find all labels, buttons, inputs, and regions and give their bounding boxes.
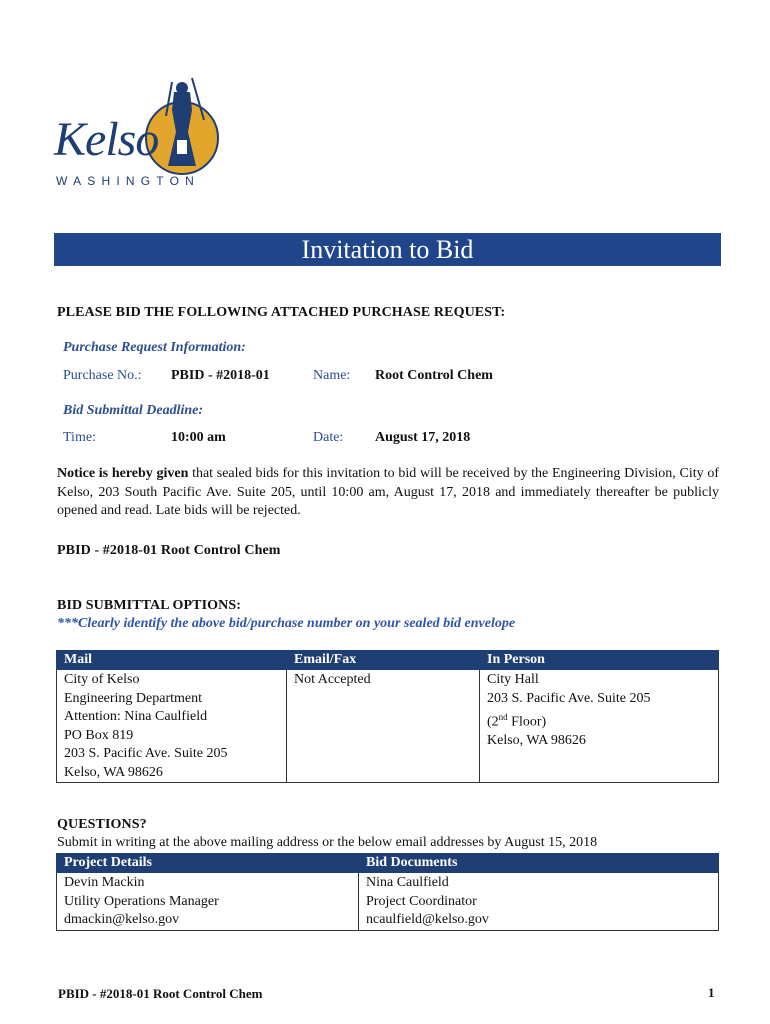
submittal-options-table — [56, 650, 719, 783]
col-email-fax: Email/Fax — [287, 651, 480, 670]
in-person-cell — [480, 670, 719, 783]
questions-text: Submit in writing at the above mailing address or the below email addresses by August 15, 2018 — [57, 835, 598, 850]
kelso-logo — [54, 70, 234, 195]
contact-email: dmackin@kelso.gov — [64, 912, 180, 927]
date-label: Date: — [313, 430, 344, 445]
purchase-no-value: PBID - #2018-01 — [171, 368, 270, 383]
contact-email: ncaulfield@kelso.gov — [366, 912, 489, 927]
floor-open: (2 — [487, 714, 499, 730]
mail-line: City of Kelso — [64, 672, 140, 687]
time-value: 10:00 am — [171, 430, 226, 445]
page-number: 1 — [708, 985, 715, 1000]
floor-sup: nd — [498, 712, 508, 722]
email-cell — [287, 670, 480, 783]
col-in-person: In Person — [480, 651, 719, 670]
contact-title: Project Coordinator — [366, 893, 477, 909]
mail-line: 203 S. Pacific Ave. Suite 205 — [64, 746, 228, 761]
purchase-info-heading: Purchase Request Information: — [63, 340, 246, 355]
notice-paragraph — [57, 465, 719, 521]
bid-reference: PBID - #2018-01 Root Control Chem — [57, 543, 281, 558]
contact-name: Devin Mackin — [64, 875, 145, 890]
contacts-table — [56, 853, 719, 931]
notice-text: that sealed bids for this invitation to bid will be received by the Engineering Division, City of Kelso, 203 South Pacific Ave. Suite 205, until 10:00 am, August 17, 2018 and immediately thereafter be publicly opened and read. Late bids will be rejected. — [57, 466, 719, 518]
col-mail: Mail — [57, 651, 287, 670]
questions-heading: QUESTIONS? — [57, 817, 147, 832]
intro-heading: PLEASE BID THE FOLLOWING ATTACHED PURCHASE REQUEST: — [57, 305, 506, 320]
project-contact-cell — [57, 873, 359, 931]
col-bid-documents: Bid Documents — [359, 854, 719, 873]
contact-name: Nina Caulfield — [366, 875, 449, 890]
deadline-heading: Bid Submittal Deadline: — [63, 403, 204, 418]
logo-subtitle: WASHINGTON — [56, 174, 201, 188]
date-value: August 17, 2018 — [375, 430, 471, 445]
person-floor-line — [487, 708, 718, 732]
name-value: Root Control Chem — [375, 368, 493, 383]
person-line: City Hall — [487, 672, 539, 687]
mail-line: Engineering Department — [64, 690, 203, 706]
floor-close: Floor) — [507, 714, 547, 730]
options-note: ***Clearly identify the above bid/purchase number on your sealed bid envelope — [57, 616, 516, 631]
name-label: Name: — [313, 368, 351, 383]
mail-line: PO Box 819 — [64, 727, 134, 743]
contact-title: Utility Operations Manager — [64, 893, 219, 909]
mail-cell — [57, 670, 287, 783]
mail-line: Kelso, WA 98626 — [64, 764, 163, 780]
notice-lead: Notice is hereby given — [57, 466, 189, 481]
person-line: 203 S. Pacific Ave. Suite 205 — [487, 690, 651, 706]
logo-wordmark: Kelso — [54, 113, 159, 166]
col-project-details: Project Details — [57, 854, 359, 873]
mail-line: Attention: Nina Caulfield — [64, 709, 208, 724]
page-footer: PBID - #2018-01 Root Control Chem — [58, 986, 263, 1001]
time-label: Time: — [63, 430, 96, 445]
purchase-no-label: Purchase No.: — [63, 368, 142, 383]
options-heading: BID SUBMITTAL OPTIONS: — [57, 598, 241, 613]
page-title: Invitation to Bid — [54, 233, 721, 266]
email-line: Not Accepted — [294, 672, 371, 687]
bid-contact-cell — [359, 873, 719, 931]
person-line: Kelso, WA 98626 — [487, 733, 586, 749]
